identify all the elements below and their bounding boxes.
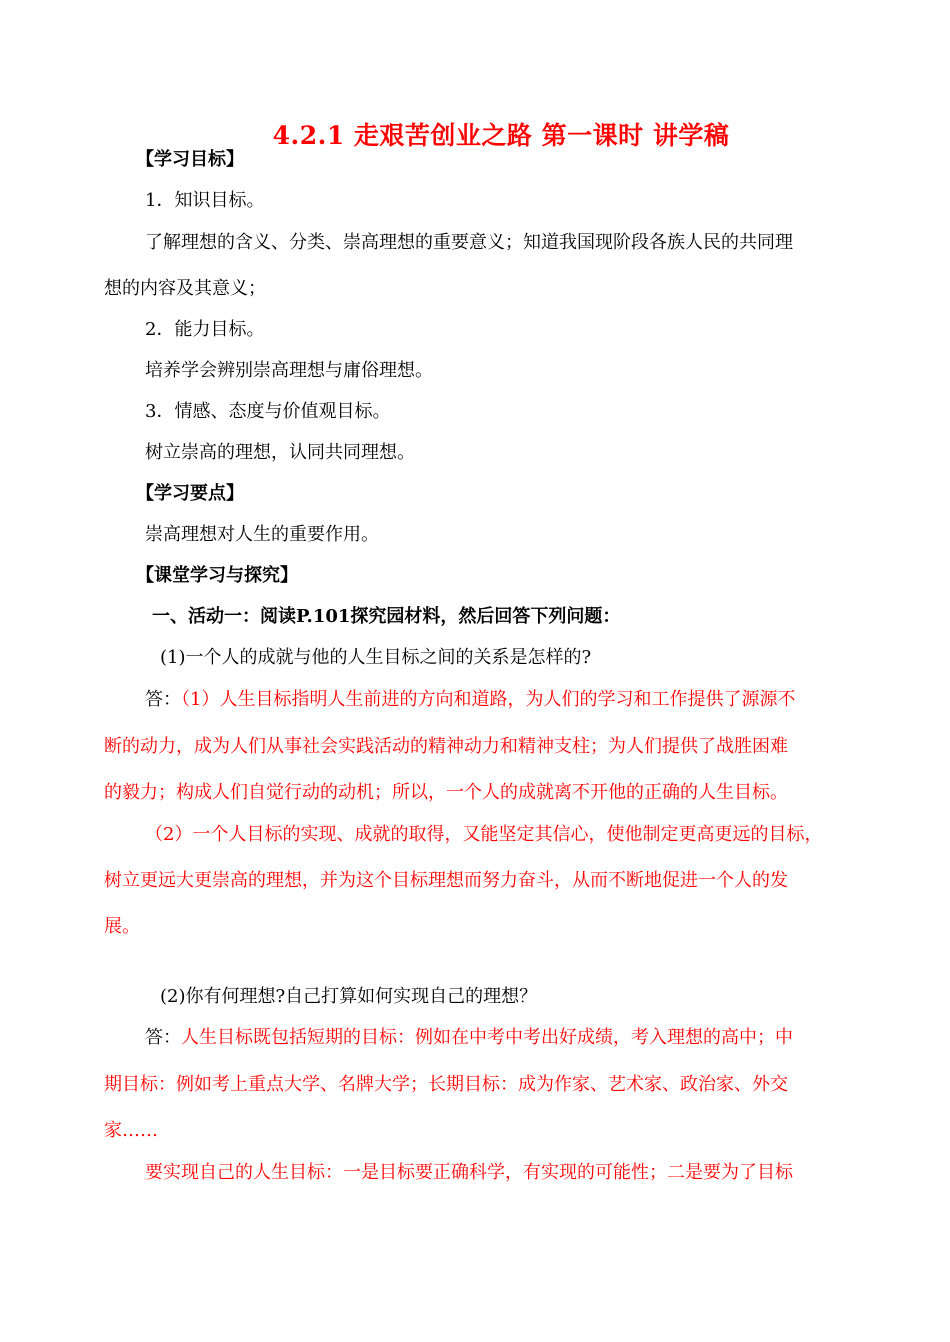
answer-two-line4: 要实现自己的人生目标：一是目标要正确科学，有实现的可能性；二是要为了目标 bbox=[145, 1162, 793, 1183]
answer-two-line1 bbox=[145, 1027, 793, 1049]
objectives-heading: 【学习目标】 bbox=[136, 149, 244, 170]
answer-two-line2: 期目标：例如考上重点大学、名牌大学；长期目标：成为作家、艺术家、政治家、外交 bbox=[104, 1074, 788, 1095]
answer-prefix: 答： bbox=[145, 689, 181, 710]
answer-one-line3: 的毅力；构成人们自觉行动的动机；所以，一个人的成就离不开他的正确的人生目标。 bbox=[104, 782, 788, 803]
activity-one-heading: 一、活动一：阅读P.101探究园材料，然后回答下列问题： bbox=[152, 606, 621, 627]
answer-one-line2: 断的动力，成为人们从事社会实践活动的精神动力和精神支柱；为人们提供了战胜困难 bbox=[104, 736, 788, 757]
knowledge-objective-text-line1: 了解理想的含义、分类、崇高理想的重要意义；知道我国现阶段各族人民的共同理 bbox=[145, 232, 793, 253]
emotion-objective-label: 3．情感、态度与价值观目标。 bbox=[145, 401, 391, 422]
knowledge-objective-label: 1．知识目标。 bbox=[145, 190, 265, 211]
answer-two-line3: 家…… bbox=[104, 1120, 158, 1141]
answer-one-line6: 展。 bbox=[104, 916, 140, 937]
answer-text: （1）人生目标指明人生前进的方向和道路，为人们的学习和工作提供了源源不 bbox=[181, 689, 796, 710]
keypoints-heading: 【学习要点】 bbox=[136, 483, 244, 504]
document-title: 4.2.1 走艰苦创业之路 第一课时 讲学稿 bbox=[272, 121, 730, 150]
classroom-heading: 【课堂学习与探究】 bbox=[136, 565, 298, 586]
ability-objective-text: 培养学会辨别崇高理想与庸俗理想。 bbox=[145, 360, 433, 381]
keypoints-text: 崇高理想对人生的重要作用。 bbox=[145, 524, 379, 545]
knowledge-objective-text-line2: 想的内容及其意义； bbox=[104, 278, 266, 299]
question-one: (1)一个人的成就与他的人生目标之间的关系是怎样的? bbox=[160, 647, 592, 668]
answer-one-line4: （2）一个人目标的实现、成就的取得，又能坚定其信心，使他制定更高更远的目标， bbox=[145, 824, 823, 845]
question-two: (2)你有何理想?自己打算如何实现自己的理想？ bbox=[160, 986, 538, 1007]
answer-text: 人生目标既包括短期的目标：例如在中考中考出好成绩，考入理想的高中；中 bbox=[181, 1027, 793, 1048]
answer-one-line5: 树立更远大更崇高的理想，并为这个目标理想而努力奋斗，从而不断地促进一个人的发 bbox=[104, 870, 788, 891]
answer-prefix: 答： bbox=[145, 1027, 181, 1048]
answer-one-line1 bbox=[145, 689, 795, 711]
emotion-objective-text: 树立崇高的理想，认同共同理想。 bbox=[145, 442, 415, 463]
ability-objective-label: 2．能力目标。 bbox=[145, 319, 265, 340]
